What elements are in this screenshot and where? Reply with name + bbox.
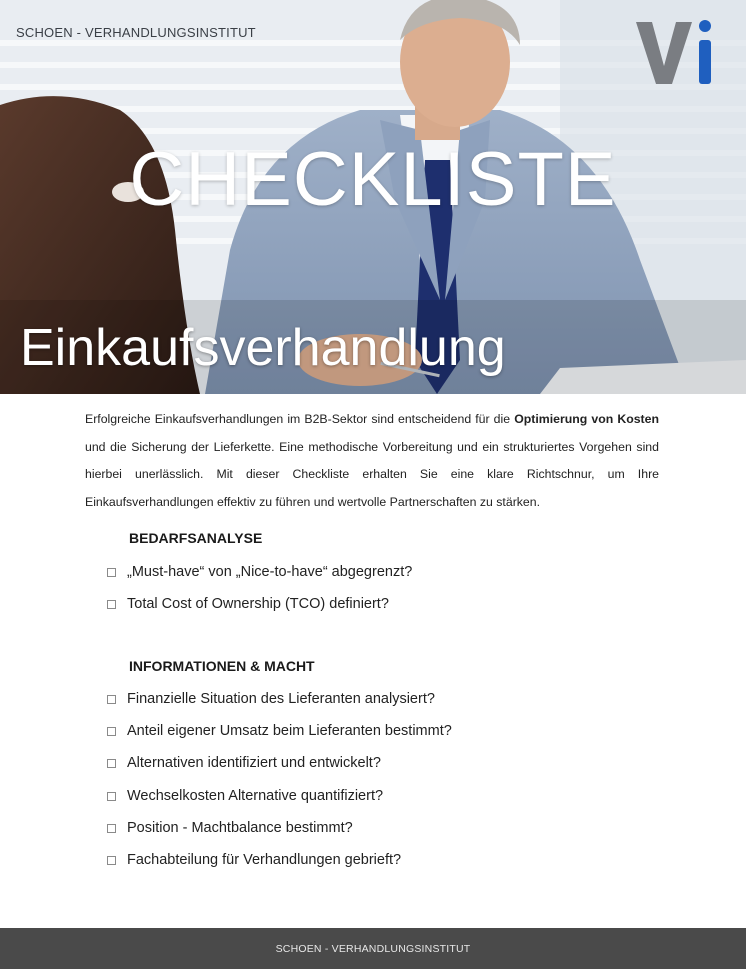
checkbox-icon[interactable] [107,856,116,865]
page-title: CHECKLISTE [129,137,617,222]
checklist-item-label: Fachabteilung für Verhandlungen gebrieft? [127,852,402,868]
hero-banner [0,0,746,394]
footer-bar [0,928,746,969]
checklist-item-label: Anteil eigener Umsatz beim Lieferanten bestimmt? [127,723,452,739]
footer-text: SCHOEN - VERHANDLUNGSINSTITUT [275,942,471,955]
checkbox-icon[interactable] [107,759,116,768]
checkbox-icon[interactable] [107,568,116,577]
checklist-item-label: Position - Machtbalance bestimmt? [127,820,353,836]
checklist-item-label: Total Cost of Ownership (TCO) definiert? [127,596,389,612]
checklist-item-label: Wechselkosten Alternative quantifiziert? [127,788,384,804]
checklist-item-label: Alternativen identifiziert und entwickelt? [127,755,381,771]
checkbox-icon[interactable] [107,695,116,704]
checklist-item[interactable] [107,816,353,840]
checkbox-icon[interactable] [107,824,116,833]
checklist-item[interactable] [107,687,435,711]
checklist-item[interactable] [107,592,389,616]
brand-name: SCHOEN - VERHANDLUNGSINSTITUT [16,25,256,40]
checkbox-icon[interactable] [107,600,116,609]
section-title-bedarfsanalyse: BEDARFSANALYSE [129,530,263,546]
intro-text-part2: und die Sicherung der Lieferkette. Eine methodische Vorbereitung und ein strukturiertes Vorgehen sind hierbei unerlässlich. Mit dieser Checkliste erhalten Sie eine klare Richtschnur, um Ihre Einkaufsverhandlungen effektiv zu führen und wertvolle Partnerschaften zu stärken. [85,439,659,509]
checkbox-icon[interactable] [107,727,116,736]
intro-text-part1: Erfolgreiche Einkaufsverhandlungen im B2B-Sektor sind entscheidend für die [85,412,515,426]
checklist-item[interactable] [107,751,381,775]
intro-text-bold: Optimierung von Kosten [514,412,659,426]
checklist-item-label: Finanzielle Situation des Lieferanten analysiert? [127,691,435,707]
checklist-item[interactable] [107,719,452,743]
checklist-item[interactable] [107,784,383,808]
page-subtitle: Einkaufsverhandlung [20,319,506,377]
checkbox-icon[interactable] [107,792,116,801]
vi-logo-icon [632,14,714,88]
checklist-item[interactable] [107,848,401,872]
section-title-informationen-macht: INFORMATIONEN & MACHT [129,658,315,674]
checklist-item-label: „Must-have“ von „Nice-to-have“ abgegrenzt? [127,564,413,580]
checklist-item[interactable] [107,560,412,584]
intro-paragraph [85,406,659,516]
